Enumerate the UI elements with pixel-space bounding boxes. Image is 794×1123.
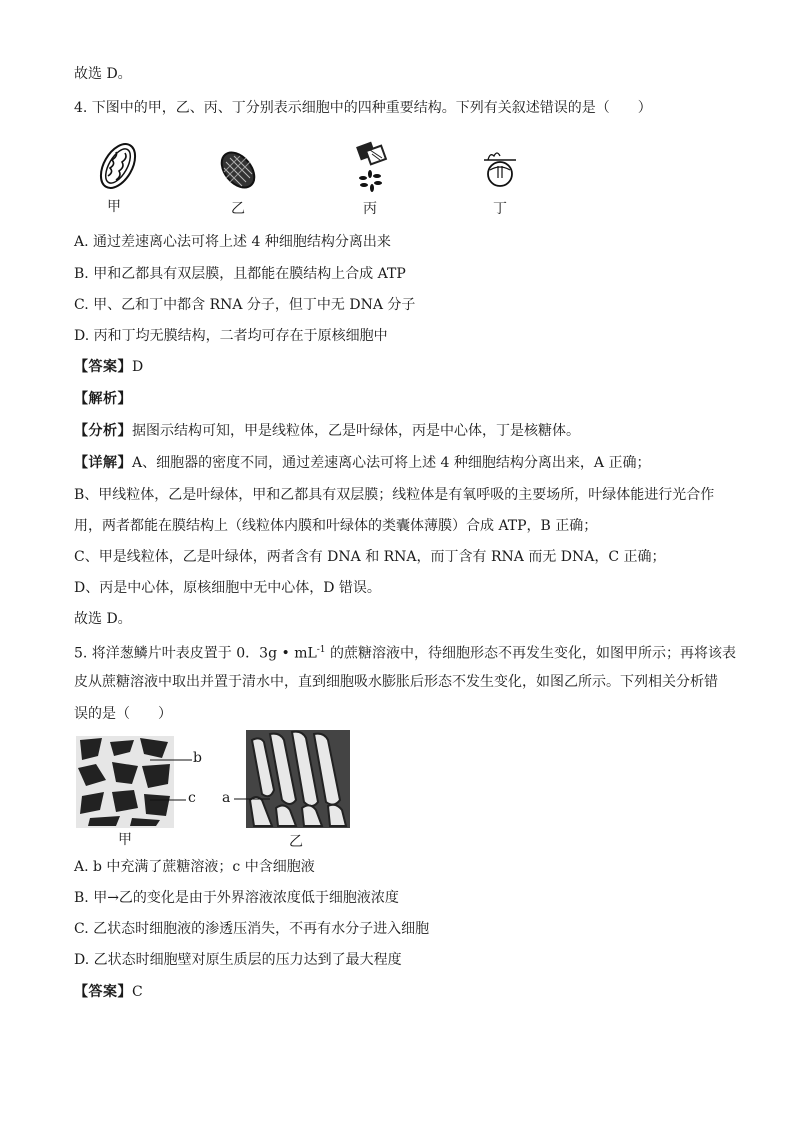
q4-conclusion: 故选 D。 (74, 611, 132, 627)
q4-option-b: B. 甲和乙都具有双层膜，且都能在膜结构上合成 ATP (74, 266, 406, 282)
q4-figure-mitochondrion (96, 140, 140, 192)
q4-option-d: D. 丙和丁均无膜结构，二者均可存在于原核细胞中 (74, 328, 388, 344)
q5-caption-yi: 乙 (289, 834, 303, 850)
q5-figure-yi (246, 730, 350, 828)
q4-label-jia: 甲 (107, 199, 121, 215)
q5-label-b: b (193, 750, 202, 766)
q4-stem: 4. 下图中的甲，乙、丙、丁分别表示细胞中的四种重要结构。下列有关叙述错误的是（ ） (74, 100, 652, 116)
q4-figure-ribosome (478, 144, 522, 196)
q4-xiangjie-a (74, 453, 650, 473)
q5-option-a: A. b 中充满了蔗糖溶液；c 中含细胞液 (74, 859, 315, 875)
q5-caption-jia: 甲 (118, 832, 132, 848)
q4-answer-value: D (132, 359, 144, 375)
q5-answer (74, 982, 143, 1002)
prev-conclusion: 故选 D。 (74, 66, 132, 82)
q4-xiangjie-d: D、丙是中心体，原核细胞中无中心体，D 错误。 (74, 580, 381, 596)
q4-label-ding: 丁 (493, 201, 507, 217)
q4-label-bing: 丙 (363, 201, 377, 217)
q4-xiangjie-tag: 【详解】 (74, 455, 132, 471)
q4-figure-chloroplast (216, 148, 260, 192)
q4-label-yi: 乙 (231, 201, 245, 217)
q4-answer-tag: 【答案】 (74, 359, 132, 375)
q5-answer-tag: 【答案】 (74, 984, 132, 1000)
q5-stem-line3: 误的是（ ） (74, 706, 172, 722)
q5-leader-line-yi (232, 794, 272, 804)
q4-figure-centriole (350, 140, 394, 196)
q5-label-c: c (188, 790, 196, 806)
q5-stem-line1: 5. 将洋葱鳞片叶表皮置于 0．3g • $mL^{-1}$ 的蔗糖溶液中，待细胞形态不再发生变化，如图甲所示；再将该表 (74, 645, 736, 662)
q4-option-c: C. 甲、乙和丁中都含 RNA 分子，但丁中无 DNA 分子 (74, 297, 416, 313)
q5-answer-value: C (132, 984, 143, 1000)
q4-fenxi (74, 421, 580, 441)
q5-option-b: B. 甲→乙的变化是由于外界溶液浓度低于细胞液浓度 (74, 890, 399, 906)
q4-fenxi-text: 据图示结构可知，甲是线粒体，乙是叶绿体，丙是中心体，丁是核糖体。 (132, 423, 580, 439)
q4-xiangjie-c: C、甲是线粒体，乙是叶绿体，两者含有 DNA 和 RNA，而丁含有 RNA 而无 DNA，C 正确； (74, 549, 666, 565)
q4-xiangjie-a-text: A、细胞器的密度不同，通过差速离心法可将上述 4 种细胞结构分离出来，A 正确； (132, 455, 651, 471)
q4-fenxi-tag: 【分析】 (74, 423, 132, 439)
q4-analysis-tag: 【解析】 (74, 391, 132, 407)
q5-option-d: D. 乙状态时细胞壁对原生质层的压力达到了最大程度 (74, 952, 402, 968)
q4-xiangjie-b1: B、甲线粒体，乙是叶绿体，甲和乙都具有双层膜；线粒体是有氧呼吸的主要场所，叶绿体能进行光合作 (74, 487, 715, 503)
q4-answer (74, 357, 143, 377)
q5-label-a: a (222, 790, 231, 806)
q4-option-a: A. 通过差速离心法可将上述 4 种细胞结构分离出来 (74, 234, 391, 250)
q5-option-c: C. 乙状态时细胞液的渗透压消失，不再有水分子进入细胞 (74, 921, 430, 937)
q5-stem-line2: 皮从蔗糖溶液中取出并置于清水中，直到细胞吸水膨胀后形态不发生变化，如图乙所示。下列相关分析错 (74, 674, 718, 690)
q4-xiangjie-b2: 用，两者都能在膜结构上（线粒体内膜和叶绿体的类囊体薄膜）合成 ATP，B 正确； (74, 518, 598, 534)
